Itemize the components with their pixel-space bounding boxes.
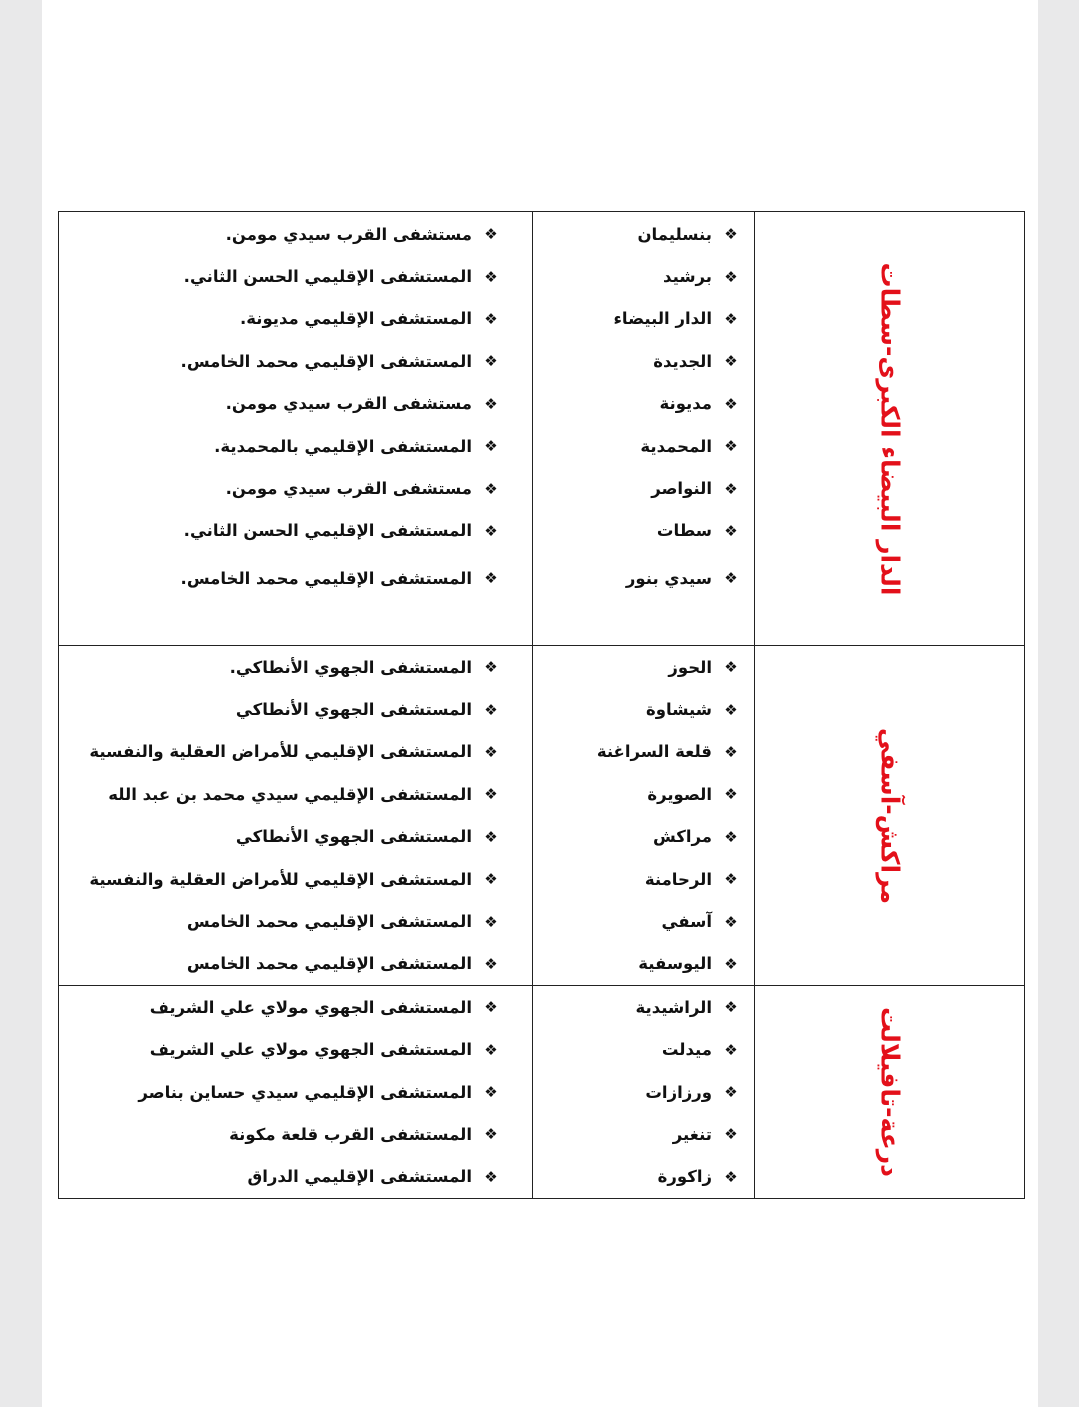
city-item bbox=[533, 986, 740, 1028]
hospital-name: المستشفى الجهوي مولاي علي الشريف bbox=[149, 1040, 472, 1060]
city-name: شيشاوة bbox=[646, 700, 712, 720]
cities-cell bbox=[533, 212, 755, 646]
diamond-bullet-icon: ❖ bbox=[484, 870, 498, 889]
city-item bbox=[533, 383, 740, 425]
diamond-bullet-icon: ❖ bbox=[724, 1040, 738, 1059]
hospital-item bbox=[59, 213, 500, 255]
diamond-bullet-icon: ❖ bbox=[724, 658, 738, 677]
diamond-bullet-icon: ❖ bbox=[724, 267, 738, 286]
hospital-item bbox=[59, 731, 500, 773]
table-row bbox=[59, 986, 1025, 1199]
city-item bbox=[533, 1071, 740, 1113]
city-name: الدار البيضاء bbox=[613, 309, 712, 329]
region-cell bbox=[755, 212, 1025, 646]
hospital-name: مستشفى القرب سيدي مومن. bbox=[225, 479, 472, 499]
table-row bbox=[59, 646, 1025, 986]
diamond-bullet-icon: ❖ bbox=[724, 700, 738, 719]
city-item bbox=[533, 688, 740, 730]
diamond-bullet-icon: ❖ bbox=[724, 742, 738, 761]
diamond-bullet-icon: ❖ bbox=[724, 912, 738, 931]
region-cell bbox=[755, 646, 1025, 986]
hospital-item bbox=[59, 1113, 500, 1155]
hospital-name: المستشفى الجهوي الأنطاكي bbox=[235, 827, 472, 847]
city-name: مديونة bbox=[659, 394, 712, 414]
hospital-list bbox=[59, 212, 500, 604]
city-item bbox=[533, 1029, 740, 1071]
diamond-bullet-icon: ❖ bbox=[724, 569, 738, 588]
hospital-item bbox=[59, 467, 500, 509]
diamond-bullet-icon: ❖ bbox=[724, 352, 738, 371]
diamond-bullet-icon: ❖ bbox=[724, 1083, 738, 1102]
hospital-list bbox=[59, 986, 500, 1198]
diamond-bullet-icon: ❖ bbox=[484, 267, 498, 286]
city-name: المحمدية bbox=[640, 436, 712, 456]
diamond-bullet-icon: ❖ bbox=[484, 1083, 498, 1102]
city-name: قلعة السراغنة bbox=[596, 742, 712, 762]
city-name: برشيد bbox=[663, 267, 712, 287]
hospital-name: المستشفى الإقليمي مديونة. bbox=[239, 309, 472, 329]
hospital-list bbox=[59, 646, 500, 985]
hospital-name: المستشفى الإقليمي محمد الخامس. bbox=[180, 568, 472, 588]
hospital-item bbox=[59, 1029, 500, 1071]
region-name: درعة-تافيلالت bbox=[875, 1007, 904, 1178]
city-item bbox=[533, 858, 740, 900]
hospital-name: المستشفى الإقليمي محمد الخامس. bbox=[180, 351, 472, 371]
region-name: الدار البيضاء الكبرى-سطات bbox=[875, 262, 904, 595]
diamond-bullet-icon: ❖ bbox=[724, 309, 738, 328]
diamond-bullet-icon: ❖ bbox=[484, 352, 498, 371]
diamond-bullet-icon: ❖ bbox=[484, 225, 498, 244]
hospital-name: مستشفى القرب سيدي مومن. bbox=[225, 394, 472, 414]
hospital-name: المستشفى الجهوي الأنطاكي. bbox=[229, 657, 472, 677]
diamond-bullet-icon: ❖ bbox=[484, 309, 498, 328]
hospital-item bbox=[59, 552, 500, 604]
hospital-name: المستشفى الجهوي مولاي علي الشريف bbox=[149, 997, 472, 1017]
hospital-name: المستشفى الإقليمي الدراق bbox=[247, 1167, 472, 1187]
diamond-bullet-icon: ❖ bbox=[484, 998, 498, 1017]
cities-cell bbox=[533, 986, 755, 1199]
city-name: زاكورة bbox=[657, 1167, 712, 1187]
cities-cell bbox=[533, 646, 755, 986]
diamond-bullet-icon: ❖ bbox=[724, 870, 738, 889]
diamond-bullet-icon: ❖ bbox=[724, 785, 738, 804]
diamond-bullet-icon: ❖ bbox=[484, 700, 498, 719]
diamond-bullet-icon: ❖ bbox=[484, 521, 498, 540]
city-item bbox=[533, 340, 740, 382]
diamond-bullet-icon: ❖ bbox=[724, 827, 738, 846]
city-name: آسفي bbox=[661, 912, 712, 932]
diamond-bullet-icon: ❖ bbox=[484, 1125, 498, 1144]
city-item bbox=[533, 943, 740, 985]
city-name: تنغير bbox=[672, 1124, 712, 1144]
hospitals-cell bbox=[59, 212, 533, 646]
city-item bbox=[533, 731, 740, 773]
diamond-bullet-icon: ❖ bbox=[724, 437, 738, 456]
city-item bbox=[533, 425, 740, 467]
hospital-item bbox=[59, 900, 500, 942]
hospital-name: مستشفى القرب سيدي مومن. bbox=[225, 224, 472, 244]
hospital-name: المستشفى الإقليمي الحسن الثاني. bbox=[183, 521, 472, 541]
city-name: بنسليمان bbox=[637, 224, 712, 244]
hospital-item bbox=[59, 340, 500, 382]
hospital-item bbox=[59, 255, 500, 297]
hospital-item bbox=[59, 943, 500, 985]
city-name: النواصر bbox=[651, 479, 712, 499]
hospitals-cell bbox=[59, 646, 533, 986]
hospital-name: المستشفى الإقليمي الحسن الثاني. bbox=[183, 267, 472, 287]
city-item bbox=[533, 1113, 740, 1155]
city-name: سطات bbox=[656, 521, 712, 541]
hospital-name: المستشفى الإقليمي للأمراض العقلية والنفسية bbox=[89, 869, 472, 889]
hospital-name: المستشفى الإقليمي بالمحمدية. bbox=[214, 436, 472, 456]
diamond-bullet-icon: ❖ bbox=[724, 998, 738, 1017]
regions-table bbox=[58, 211, 1025, 1199]
city-item bbox=[533, 510, 740, 552]
diamond-bullet-icon: ❖ bbox=[484, 479, 498, 498]
city-item bbox=[533, 900, 740, 942]
diamond-bullet-icon: ❖ bbox=[724, 1167, 738, 1186]
diamond-bullet-icon: ❖ bbox=[484, 954, 498, 973]
city-name: الحوز bbox=[668, 657, 712, 677]
city-name: الجديدة bbox=[653, 351, 712, 371]
diamond-bullet-icon: ❖ bbox=[724, 225, 738, 244]
diamond-bullet-icon: ❖ bbox=[484, 1040, 498, 1059]
hospitals-cell bbox=[59, 986, 533, 1199]
hospital-item bbox=[59, 816, 500, 858]
hospital-item bbox=[59, 383, 500, 425]
diamond-bullet-icon: ❖ bbox=[724, 954, 738, 973]
region-name: مراكش-آسفي bbox=[875, 727, 904, 904]
diamond-bullet-icon: ❖ bbox=[484, 394, 498, 413]
city-item bbox=[533, 552, 740, 604]
diamond-bullet-icon: ❖ bbox=[484, 569, 498, 588]
city-name: ورزازات bbox=[645, 1082, 712, 1102]
hospital-item bbox=[59, 646, 500, 688]
diamond-bullet-icon: ❖ bbox=[484, 912, 498, 931]
hospital-name: المستشفى الإقليمي سيدي حساين بناصر bbox=[138, 1082, 472, 1102]
city-list bbox=[533, 646, 740, 985]
city-item bbox=[533, 255, 740, 297]
city-name: مراكش bbox=[652, 827, 712, 847]
table-row bbox=[59, 212, 1025, 646]
hospital-name: المستشفى الإقليمي محمد الخامس bbox=[186, 912, 472, 932]
city-name: اليوسفية bbox=[638, 954, 712, 974]
city-item bbox=[533, 773, 740, 815]
city-item bbox=[533, 646, 740, 688]
diamond-bullet-icon: ❖ bbox=[724, 1125, 738, 1144]
city-name: الصويرة bbox=[647, 784, 712, 804]
city-item bbox=[533, 298, 740, 340]
hospital-item bbox=[59, 425, 500, 467]
region-cell bbox=[755, 986, 1025, 1199]
hospital-item bbox=[59, 510, 500, 552]
city-item bbox=[533, 816, 740, 858]
city-name: ميدلت bbox=[661, 1040, 712, 1060]
hospital-item bbox=[59, 986, 500, 1028]
diamond-bullet-icon: ❖ bbox=[484, 827, 498, 846]
city-item bbox=[533, 213, 740, 255]
city-name: الراشيدية bbox=[635, 997, 712, 1017]
diamond-bullet-icon: ❖ bbox=[724, 521, 738, 540]
hospital-name: المستشفى الإقليمي سيدي محمد بن عبد الله bbox=[108, 784, 472, 804]
hospital-item bbox=[59, 298, 500, 340]
diamond-bullet-icon: ❖ bbox=[484, 785, 498, 804]
hospital-name: المستشفى الإقليمي محمد الخامس bbox=[186, 954, 472, 974]
diamond-bullet-icon: ❖ bbox=[484, 1167, 498, 1186]
city-name: سيدي بنور bbox=[625, 568, 712, 588]
diamond-bullet-icon: ❖ bbox=[484, 658, 498, 677]
hospital-name: المستشفى الجهوي الأنطاكي bbox=[235, 700, 472, 720]
hospital-name: المستشفى القرب قلعة مكونة bbox=[229, 1124, 472, 1144]
hospital-item bbox=[59, 773, 500, 815]
hospital-item bbox=[59, 1156, 500, 1198]
diamond-bullet-icon: ❖ bbox=[724, 479, 738, 498]
city-list bbox=[533, 986, 740, 1198]
city-name: الرحامنة bbox=[644, 869, 712, 889]
city-item bbox=[533, 467, 740, 509]
hospital-name: المستشفى الإقليمي للأمراض العقلية والنفسية bbox=[89, 742, 472, 762]
city-list bbox=[533, 212, 740, 604]
diamond-bullet-icon: ❖ bbox=[484, 437, 498, 456]
diamond-bullet-icon: ❖ bbox=[724, 394, 738, 413]
city-item bbox=[533, 1156, 740, 1198]
hospital-item bbox=[59, 688, 500, 730]
hospital-item bbox=[59, 1071, 500, 1113]
hospital-item bbox=[59, 858, 500, 900]
diamond-bullet-icon: ❖ bbox=[484, 742, 498, 761]
